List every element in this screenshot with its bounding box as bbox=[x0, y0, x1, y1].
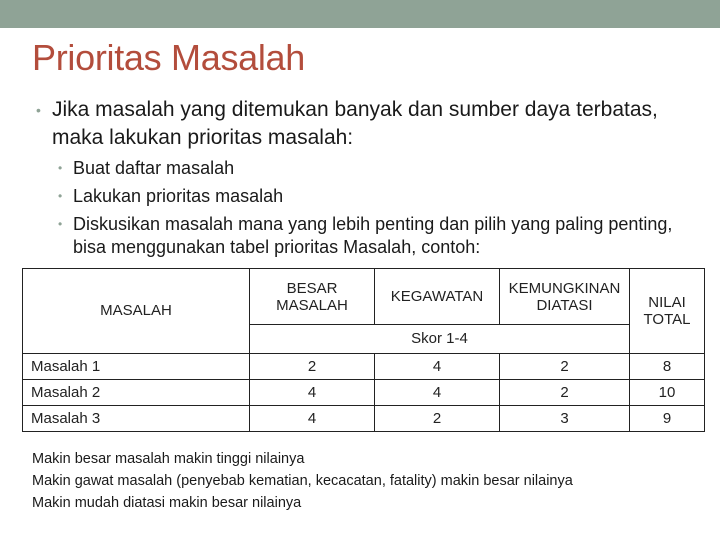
cell-besar: 2 bbox=[250, 353, 375, 379]
header-nilai-total: NILAI TOTAL bbox=[630, 269, 705, 354]
bullet-mark: • bbox=[36, 102, 41, 118]
header-kegawatan: KEGAWATAN bbox=[375, 269, 500, 325]
main-bullet-text: Jika masalah yang ditemukan banyak dan sumber daya terbatas, maka lakukan prioritas masalah: bbox=[52, 98, 658, 149]
bullet-mark: • bbox=[58, 189, 63, 203]
sub-bullet-1 bbox=[58, 157, 698, 180]
sub-bullet-text: Diskusikan masalah mana yang lebih penting dan pilih yang paling penting, bisa menggunakan tabel prioritas Masalah, contoh: bbox=[73, 214, 673, 257]
cell-besar: 4 bbox=[250, 405, 375, 431]
cell-masalah: Masalah 2 bbox=[23, 379, 250, 405]
header-masalah: MASALAH bbox=[23, 269, 250, 354]
cell-kemungkinan: 3 bbox=[500, 405, 630, 431]
table-row bbox=[23, 405, 705, 431]
cell-nilai: 8 bbox=[630, 353, 705, 379]
table-row bbox=[23, 379, 705, 405]
cell-masalah: Masalah 1 bbox=[23, 353, 250, 379]
cell-kemungkinan: 2 bbox=[500, 379, 630, 405]
main-bullet bbox=[36, 96, 676, 152]
header-kemungkinan-diatasi: KEMUNGKINAN DIATASI bbox=[500, 269, 630, 325]
cell-kegawatan: 4 bbox=[375, 353, 500, 379]
table-row bbox=[23, 353, 705, 379]
table-header-row bbox=[23, 269, 705, 325]
bullet-mark: • bbox=[58, 217, 63, 231]
note-line: Makin besar masalah makin tinggi nilainya bbox=[32, 451, 305, 467]
cell-nilai: 10 bbox=[630, 379, 705, 405]
sub-bullet-3 bbox=[58, 213, 698, 259]
slide-title: Prioritas Masalah bbox=[32, 37, 306, 78]
sub-bullet-2 bbox=[58, 185, 698, 208]
note-line: Makin mudah diatasi makin besar nilainya bbox=[32, 495, 302, 511]
notes-block bbox=[32, 448, 692, 514]
cell-kemungkinan: 2 bbox=[500, 353, 630, 379]
priority-table bbox=[22, 268, 705, 432]
sub-bullet-text: Buat daftar masalah bbox=[73, 158, 235, 178]
cell-nilai: 9 bbox=[630, 405, 705, 431]
note-line: Makin gawat masalah (penyebab kematian, kecacatan, fatality) makin besar nilainya bbox=[32, 473, 573, 489]
top-accent-bar bbox=[0, 0, 720, 28]
header-besar-masalah: BESAR MASALAH bbox=[250, 269, 375, 325]
header-skor: Skor 1-4 bbox=[250, 325, 630, 353]
cell-kegawatan: 2 bbox=[375, 405, 500, 431]
bullet-mark: • bbox=[58, 161, 63, 175]
sub-bullet-text: Lakukan prioritas masalah bbox=[73, 186, 284, 206]
cell-besar: 4 bbox=[250, 379, 375, 405]
cell-masalah: Masalah 3 bbox=[23, 405, 250, 431]
cell-kegawatan: 4 bbox=[375, 379, 500, 405]
